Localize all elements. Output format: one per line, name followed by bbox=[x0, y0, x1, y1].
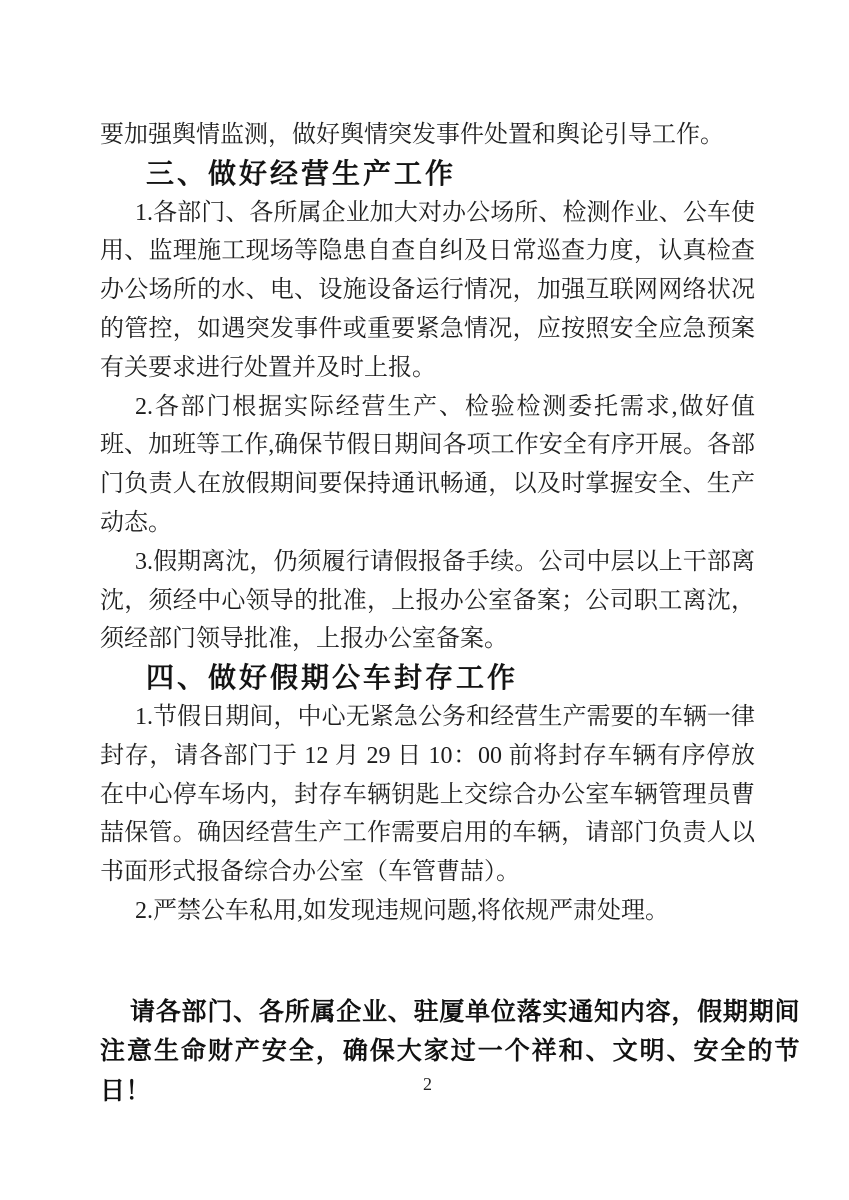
section-3-item-2: 2.各部门根据实际经营生产、检验检测委托需求,做好值班、加班等工作,确保节假日期间各项工作安全有序开展。各部门负责人在放假期间要保持通讯畅通，以及时掌握安全、生产动态。 bbox=[100, 393, 755, 536]
section-4-heading: 四、做好假期公车封存工作 bbox=[146, 662, 519, 694]
section-4-item-2: 2.严禁公车私用,如发现违规问题,将依规严肃处理。 bbox=[135, 897, 669, 924]
page-number: 2 bbox=[423, 1074, 432, 1094]
section-4-item-1: 1.节假日期间，中心无紧急公务和经营生产需要的车辆一律封存，请各部门于 12 月 29 日 10：00 前将封存车辆有序停放在中心停车场内，封存车辆钥匙上交综合办公室车辆管理员曹喆保管。确因经营生产工作需要启用的车辆，请部门负责人以书面形式报备综合办公室（车管曹喆）。 bbox=[100, 703, 755, 886]
section-3-item-3: 3.假期离沈，仍须履行请假报备手续。公司中层以上干部离沈，须经中心领导的批准，上报办公室备案；公司职工离沈，须经部门领导批准，上报办公室备案。 bbox=[100, 548, 755, 653]
page-footer bbox=[100, 1074, 755, 1095]
closing-paragraph: 请各部门、各所属企业、驻厦单位落实通知内容，假期期间注意生命财产安全，确保大家过一个祥和、文明、安全的节日！ bbox=[100, 998, 800, 1105]
section-3-item-1: 1.各部门、各所属企业加大对办公场所、检测作业、公车使用、监理施工现场等隐患自查自纠及日常巡查力度，认真检查办公场所的水、电、设施设备运行情况，加强互联网网络状况的管控，如遇突发事件或重要紧急情况，应按照安全应急预案有关要求进行处置并及时上报。 bbox=[100, 199, 755, 381]
page-content bbox=[100, 116, 800, 1111]
section-3-heading: 三、做好经营生产工作 bbox=[146, 157, 457, 189]
paragraph-continuation: 要加强舆情监测，做好舆情突发事件处置和舆论引导工作。 bbox=[100, 122, 724, 148]
